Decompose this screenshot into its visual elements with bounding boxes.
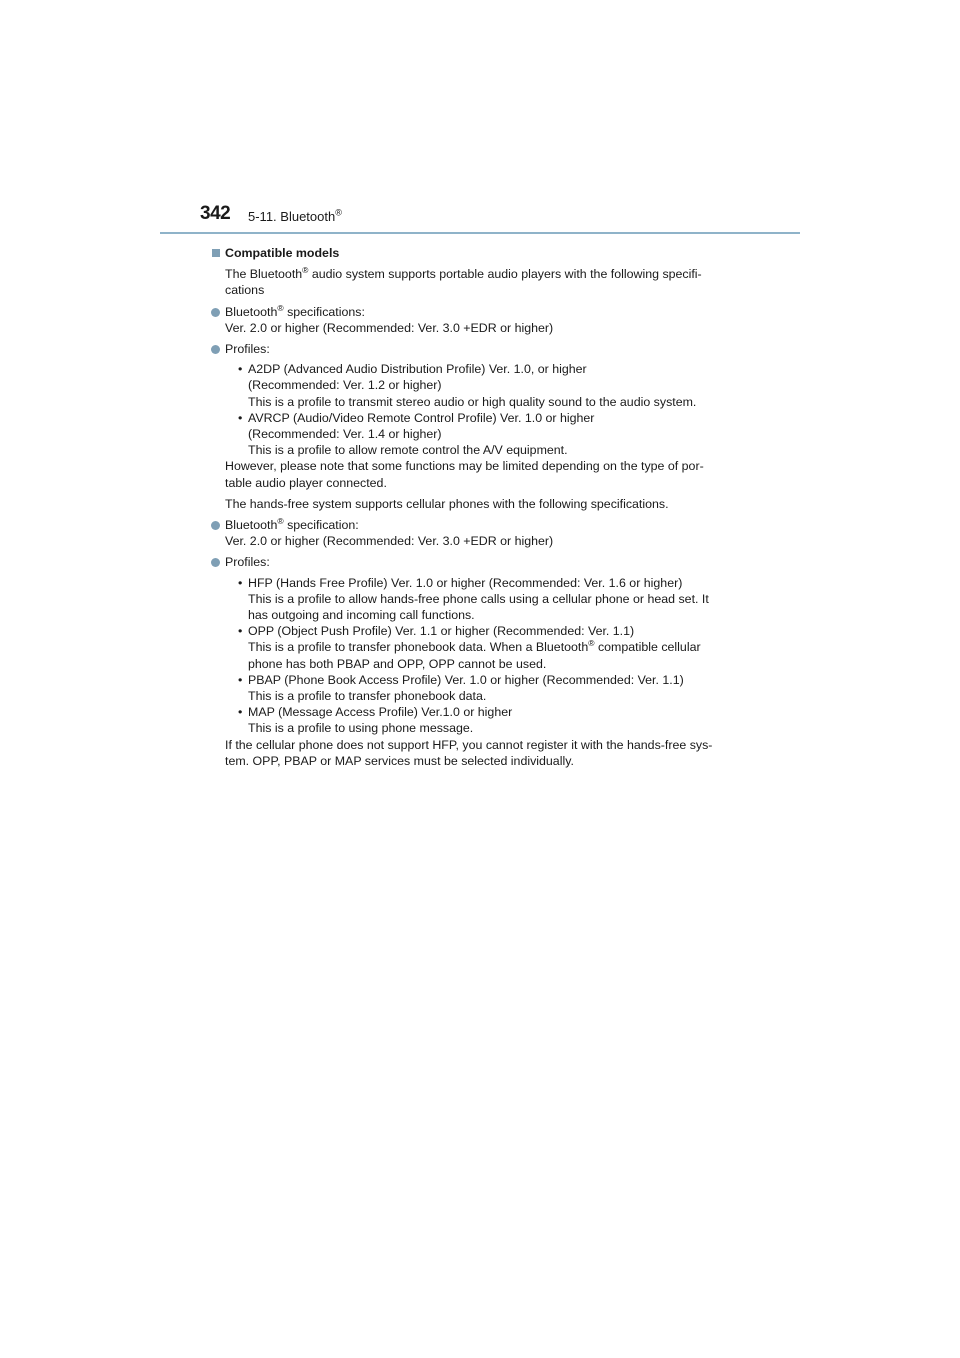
line: This is a profile to transfer phonebook data. [248, 689, 487, 704]
line: PBAP (Phone Book Access Profile) Ver. 1.0 or higher (Recommended: Ver. 1.1) [248, 672, 684, 687]
phone-profiles [225, 554, 750, 570]
text: compatible cellular [594, 640, 701, 655]
line: Profiles: [225, 555, 270, 570]
list-item [225, 704, 750, 736]
list-item [225, 575, 750, 624]
sub-bullet-icon: • [238, 410, 243, 425]
text: Bluetooth [225, 518, 278, 533]
header-rule [160, 232, 800, 234]
line: This is a profile to using phone message. [248, 721, 474, 736]
sub-bullet-icon: • [238, 705, 243, 720]
text: table audio player connected. [225, 475, 387, 490]
page-number: 342 [200, 203, 231, 224]
line [248, 639, 750, 655]
circle-bullet-icon [211, 558, 220, 567]
registered-mark: ® [302, 265, 309, 276]
line: AVRCP (Audio/Video Remote Control Profile) Ver. 1.0 or higher [248, 410, 595, 425]
text: This is a profile to transfer phonebook data. When a Bluetooth [248, 640, 589, 655]
phone-profile-list [225, 575, 750, 737]
line: Profiles: [225, 342, 270, 357]
section-title-text: 5-11. Bluetooth [248, 209, 336, 224]
text: cations [225, 283, 265, 298]
line: This is a profile to transmit stereo audio or high quality sound to the audio system. [248, 394, 697, 409]
text: specifications: [283, 304, 365, 319]
list-item [225, 361, 750, 410]
circle-bullet-icon [211, 345, 220, 354]
text: audio system supports portable audio players with the following specifi- [308, 267, 702, 282]
list-item [225, 410, 750, 459]
circle-bullet-icon [211, 521, 220, 530]
line: phone has both PBAP and OPP, OPP cannot be used. [248, 656, 547, 671]
line: Ver. 2.0 or higher (Recommended: Ver. 3.0 +EDR or higher) [225, 534, 554, 549]
line: (Recommended: Ver. 1.2 or higher) [248, 378, 442, 393]
text: Bluetooth [225, 304, 278, 319]
sub-bullet-icon: • [238, 672, 243, 687]
audio-profile-list [225, 361, 750, 458]
registered-mark: ® [277, 515, 284, 526]
audio-note [225, 458, 750, 490]
registered-mark: ® [277, 302, 284, 313]
sub-bullet-icon: • [238, 575, 243, 590]
line [225, 304, 750, 320]
line: A2DP (Advanced Audio Distribution Profile) Ver. 1.0, or higher [248, 362, 587, 377]
registered-mark: ® [335, 207, 342, 218]
section-title [248, 209, 342, 224]
sub-bullet-icon: • [238, 362, 243, 377]
audio-intro [225, 266, 750, 298]
text: The Bluetooth [225, 267, 303, 282]
text: tem. OPP, PBAP or MAP services must be selected individually. [225, 753, 574, 768]
line: Ver. 2.0 or higher (Recommended: Ver. 3.0 +EDR or higher) [225, 320, 554, 335]
sub-bullet-icon: • [238, 624, 243, 639]
line: HFP (Hands Free Profile) Ver. 1.0 or higher (Recommended: Ver. 1.6 or higher) [248, 575, 683, 590]
text: However, please note that some functions may be limited depending on the type of por- [225, 459, 704, 474]
registered-mark: ® [588, 638, 595, 649]
text: specification: [283, 518, 359, 533]
audio-bt-spec [225, 304, 750, 336]
phone-intro: The hands-free system supports cellular phones with the following specifications. [225, 496, 669, 511]
document-body [225, 245, 750, 769]
line [225, 517, 750, 533]
heading-text: Compatible models [225, 246, 340, 260]
line: has outgoing and incoming call functions. [248, 608, 475, 623]
text: If the cellular phone does not support HFP, you cannot register it with the hands-free sys- [225, 737, 713, 752]
list-item [225, 672, 750, 704]
phone-note [225, 737, 750, 769]
section-heading [225, 245, 750, 261]
phone-bt-spec [225, 517, 750, 549]
audio-profiles [225, 341, 750, 357]
list-item [225, 623, 750, 672]
page-header [200, 203, 800, 233]
line: This is a profile to allow hands-free phone calls using a cellular phone or head set. It [248, 591, 709, 606]
square-bullet-icon [212, 249, 220, 257]
line: (Recommended: Ver. 1.4 or higher) [248, 427, 442, 442]
line: OPP (Object Push Profile) Ver. 1.1 or higher (Recommended: Ver. 1.1) [248, 624, 635, 639]
line: MAP (Message Access Profile) Ver.1.0 or higher [248, 705, 513, 720]
line: This is a profile to allow remote control the A/V equipment. [248, 443, 568, 458]
circle-bullet-icon [211, 308, 220, 317]
